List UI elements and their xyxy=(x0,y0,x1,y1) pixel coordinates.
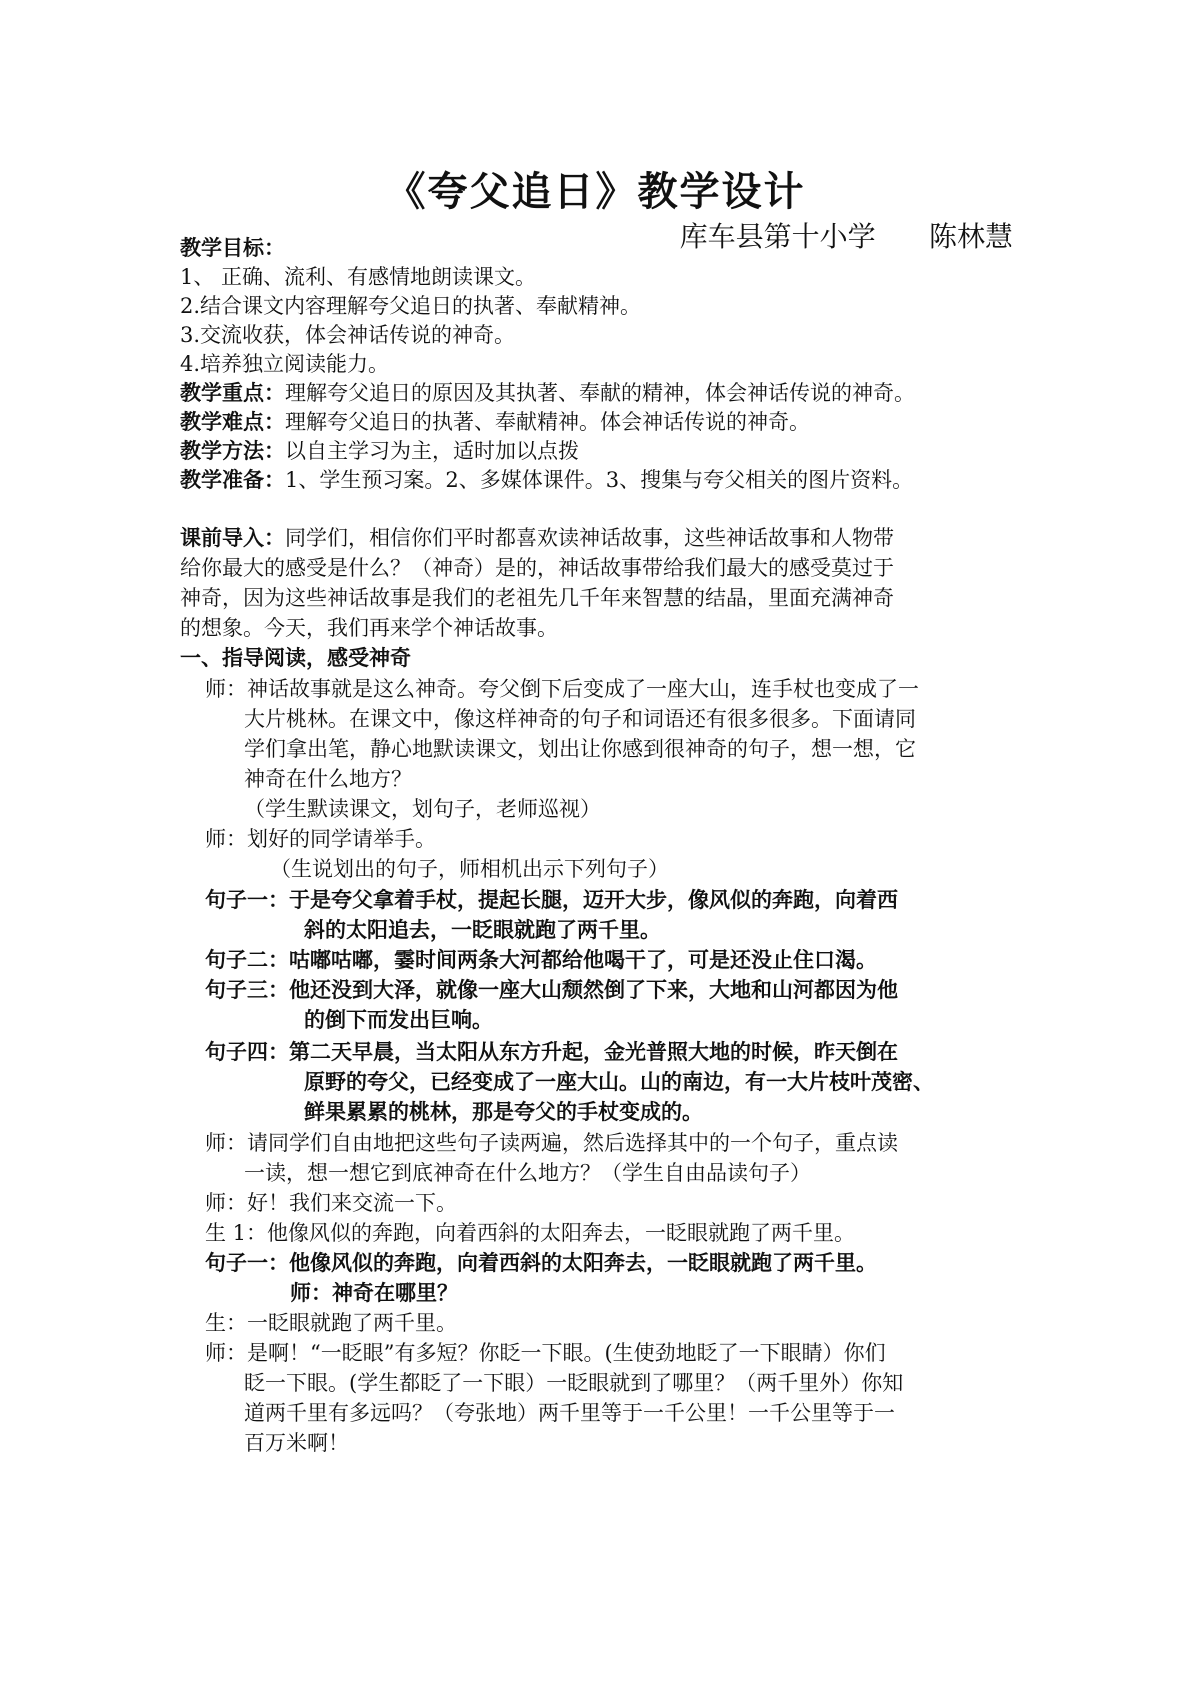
sentence-text: 鲜果累累的桃林，那是夸父的手杖变成的。 xyxy=(304,1099,703,1124)
difficulties xyxy=(180,407,1025,437)
sentence-one xyxy=(205,885,1050,915)
sentence-four xyxy=(205,1037,1050,1067)
teacher-line: 师：好！我们来交流一下。 xyxy=(205,1191,457,1215)
goal-item: 2.结合课文内容理解夸父追日的执著、奉献精神。 xyxy=(180,294,642,318)
sentence-text: 于是夸父拿着手杖，提起长腿，迈开大步，像风似的奔跑，向着西 xyxy=(289,887,898,912)
sentence-text: 原野的夸父，已经变成了一座大山。山的南边，有一大片枝叶茂密、 xyxy=(304,1069,934,1094)
sentence-text: 他还没到大泽，就像一座大山颓然倒了下来，大地和山河都因为他 xyxy=(289,977,898,1002)
intro-line: 神奇，因为这些神话故事是我们的老祖先几千年来智慧的结晶，里面充满神奇 xyxy=(180,586,894,610)
goal-item: 1、 正确、流利、有感情地朗读课文。 xyxy=(180,265,537,289)
teacher-line: 眨一下眼。(学生都眨了一下眼）一眨眼就到了哪里？（两千里外）你知 xyxy=(244,1371,904,1395)
sentence-text: 咕嘟咕嘟，霎时间两条大河都给他喝干了，可是还没止住口渴。 xyxy=(289,947,877,972)
document-title: 《夸父追日》教学设计 xyxy=(385,169,806,215)
teacher-line: 百万米啊！ xyxy=(244,1431,349,1455)
teacher-line: 神奇在什么地方？ xyxy=(244,767,412,791)
goals-heading: 教学目标： xyxy=(180,236,285,260)
key-points-text: 理解夸父追日的原因及其执著、奉献的精神，体会神话传说的神奇。 xyxy=(285,381,915,405)
sentence-label: 句子一： xyxy=(205,887,289,912)
sentence-text: 斜的太阳追去，一眨眼就跑了两千里。 xyxy=(304,917,661,942)
teacher-line: 学们拿出笔，静心地默读课文，划出让你感到很神奇的句子，想一想，它 xyxy=(244,737,916,761)
method xyxy=(180,436,1025,466)
method-label: 教学方法： xyxy=(180,439,285,463)
student-line: 生 1：他像风似的奔跑，向着西斜的太阳奔去，一眨眼就跑了两千里。 xyxy=(205,1221,856,1245)
section-heading: 一、指导阅读，感受神奇 xyxy=(180,646,411,670)
teacher-line: 道两千里有多远吗？（夸张地）两千里等于一千公里！一千公里等于一 xyxy=(244,1401,895,1425)
author-line: 库车县第十小学 陈林慧 xyxy=(679,220,1013,253)
sentence-label: 句子四： xyxy=(205,1039,289,1064)
note-line: （生说划出的句子，师相机出示下列句子） xyxy=(270,857,669,881)
student-line: 生：一眨眼就跑了两千里。 xyxy=(205,1311,457,1335)
sentence-two xyxy=(205,945,1050,975)
teacher-line: 师：是啊！“一眨眼”有多短？你眨一下眼。(生使劲地眨了一下眼睛）你们 xyxy=(205,1341,886,1365)
teacher-question: 师：神奇在哪里？ xyxy=(290,1280,458,1305)
preparation-text: 1、学生预习案。2、多媒体课件。3、搜集与夸父相关的图片资料。 xyxy=(285,468,914,492)
teacher-line: 师：神话故事就是这么神奇。夸父倒下后变成了一座大山，连手杖也变成了一 xyxy=(205,677,919,701)
teacher-line: 师：划好的同学请举手。 xyxy=(205,827,436,851)
sentence-label: 句子三： xyxy=(205,977,289,1002)
intro-label: 课前导入： xyxy=(180,526,285,550)
sentence-text: 第二天早晨，当太阳从东方升起，金光普照大地的时候，昨天倒在 xyxy=(289,1039,898,1064)
difficulties-text: 理解夸父追日的执著、奉献精神。体会神话传说的神奇。 xyxy=(285,410,810,434)
key-points-label: 教学重点： xyxy=(180,381,285,405)
intro-text: 同学们，相信你们平时都喜欢读神话故事，这些神话故事和人物带 xyxy=(285,526,894,550)
method-text: 以自主学习为主，适时加以点拨 xyxy=(285,439,579,463)
intro-line: 给你最大的感受是什么？（神奇）是的，神话故事带给我们最大的感受莫过于 xyxy=(180,556,894,580)
preparation xyxy=(180,465,1025,495)
sentence-label: 句子二： xyxy=(205,947,289,972)
intro-line: 的想象。今天，我们再来学个神话故事。 xyxy=(180,616,558,640)
preparation-label: 教学准备： xyxy=(180,468,285,492)
teacher-line: 大片桃林。在课文中，像这样神奇的句子和词语还有很多很多。下面请同 xyxy=(244,707,916,731)
key-points xyxy=(180,378,1025,408)
teacher-line: 一读，想一想它到底神奇在什么地方？（学生自由品读句子） xyxy=(244,1161,811,1185)
difficulties-label: 教学难点： xyxy=(180,410,285,434)
note-line: （学生默读课文，划句子，老师巡视） xyxy=(244,797,601,821)
sentence-text: 的倒下而发出巨响。 xyxy=(304,1007,493,1032)
teacher-line: 师：请同学们自由地把这些句子读两遍，然后选择其中的一个句子，重点读 xyxy=(205,1131,898,1155)
sentence-quote: 句子一：他像风似的奔跑，向着西斜的太阳奔去，一眨眼就跑了两千里。 xyxy=(205,1250,877,1275)
goal-item: 4.培养独立阅读能力。 xyxy=(180,352,390,376)
sentence-three xyxy=(205,975,1050,1005)
intro-line xyxy=(180,523,1025,553)
goal-item: 3.交流收获，体会神话传说的神奇。 xyxy=(180,323,516,347)
